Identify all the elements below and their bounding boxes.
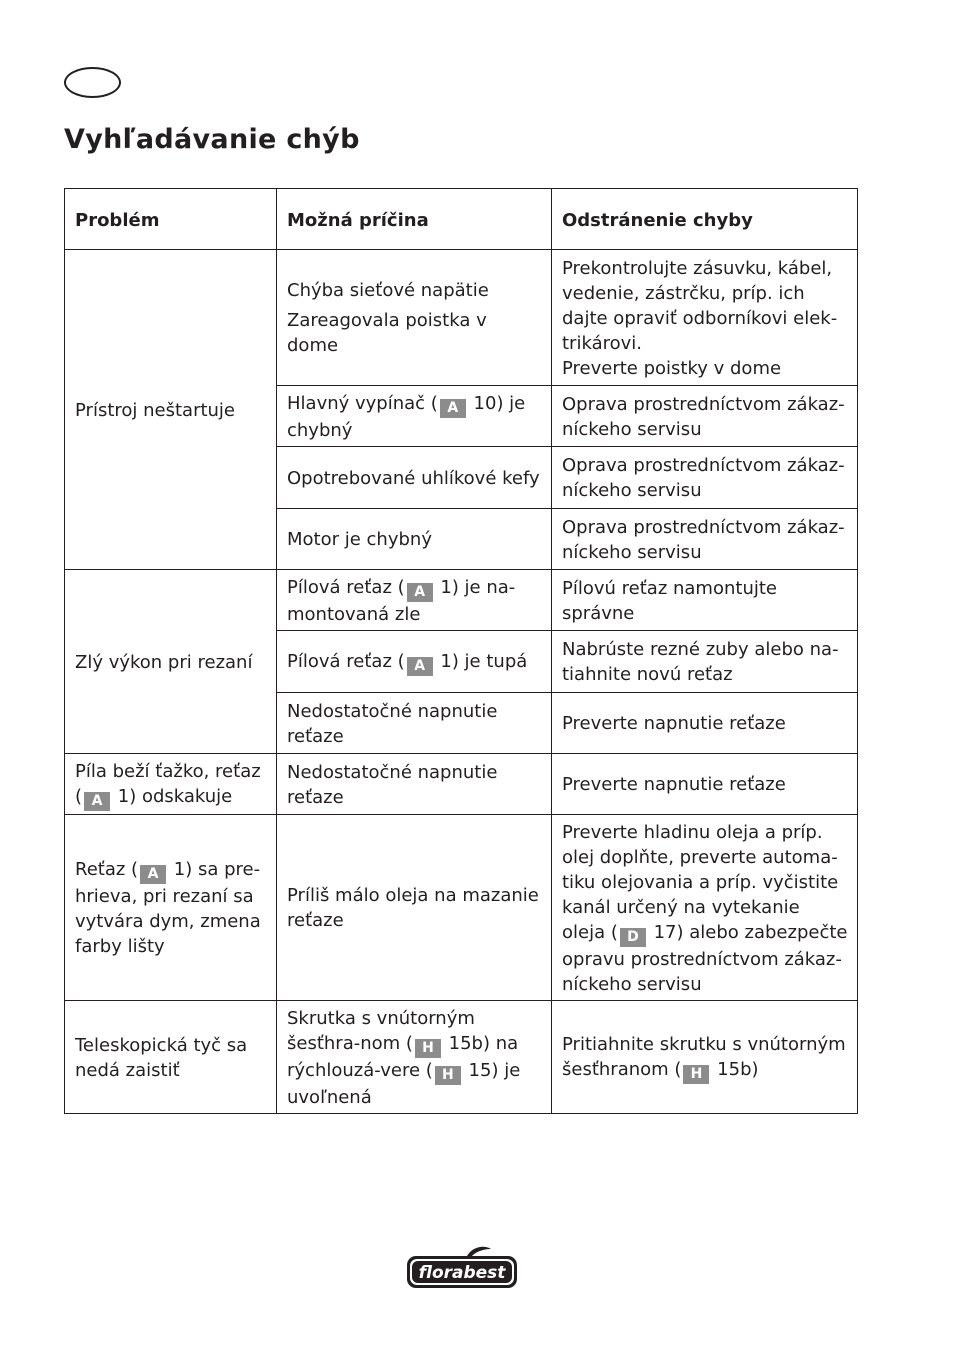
- cause-line: Chýba sieťové napätie: [287, 280, 489, 301]
- table-row: [65, 815, 858, 1001]
- problem-cell: Zlý výkon pri rezaní: [65, 570, 277, 754]
- figure-ref-badge: D: [620, 928, 646, 947]
- fix-text: Pritiahnite skrutku s vnútorným šesťhranom (: [562, 1033, 846, 1080]
- fix-cell: [552, 815, 858, 1001]
- header-cause: Možná príčina: [277, 189, 552, 250]
- florabest-logo: [405, 1244, 519, 1290]
- cause-cell: Príliš málo oleja na mazanie reťaze: [277, 815, 552, 1001]
- cause-text: 1) je na-montovaná zle: [287, 576, 516, 625]
- problem-text: Píla beží ťažko, reťaz (: [75, 760, 261, 807]
- table-row: [65, 250, 858, 386]
- header-problem: Problém: [65, 189, 277, 250]
- problem-cell: Teleskopická tyč sa nedá zaistiť: [65, 1001, 277, 1114]
- cause-text: Pílová reťaz (: [287, 650, 405, 672]
- cause-text: 10) je chybný: [287, 392, 526, 441]
- cause-text: 15b) na rýchlouzá-vere (: [287, 1032, 519, 1081]
- language-badge: [64, 67, 121, 98]
- table-row: [65, 1001, 858, 1114]
- header-fix: Odstránenie chyby: [552, 189, 858, 250]
- cause-cell: [277, 631, 552, 693]
- fix-text: 17) alebo zabezpečte opravu prostredníctvom zákaz-níckeho servisu: [562, 921, 848, 995]
- figure-ref-badge: A: [407, 657, 433, 676]
- table-header-row: [65, 189, 858, 250]
- logo-text: florabest: [418, 1263, 506, 1283]
- cause-line: Zareagovala poistka v dome: [287, 310, 487, 356]
- cause-text: Skrutka s vnútorným šesťhra-nom (: [287, 1007, 475, 1054]
- cause-text: Hlavný vypínač (: [287, 392, 438, 414]
- fix-cell: Nabrúste rezné zuby alebo na-tiahnite novú reťaz: [552, 631, 858, 693]
- logo-leaf-icon: [467, 1247, 491, 1257]
- cause-cell: Motor je chybný: [277, 509, 552, 570]
- figure-ref-badge: A: [84, 792, 110, 811]
- problem-cell: Prístroj neštartuje: [65, 250, 277, 570]
- fix-cell: [552, 250, 858, 386]
- problem-text: 1) sa pre-hrieva, pri rezaní sa vytvára dym, zmena farby lišty: [75, 859, 261, 957]
- figure-ref-badge: A: [140, 865, 166, 884]
- cause-cell: [277, 1001, 552, 1114]
- figure-ref-badge: H: [683, 1065, 709, 1084]
- fix-cell: Preverte napnutie reťaze: [552, 693, 858, 754]
- fix-cell: Oprava prostredníctvom zákaz-níckeho servisu: [552, 447, 858, 509]
- problem-text: 1) odskakuje: [112, 785, 233, 807]
- troubleshooting-table: [64, 188, 858, 1114]
- figure-ref-badge: H: [415, 1039, 441, 1058]
- cause-text: Pílová reťaz (: [287, 576, 405, 598]
- fix-cell: [552, 1001, 858, 1114]
- cause-cell: Nedostatočné napnutie reťaze: [277, 754, 552, 815]
- cause-cell: [277, 250, 552, 386]
- logo-graphic: [405, 1244, 519, 1290]
- cause-cell: Nedostatočné napnutie reťaze: [277, 693, 552, 754]
- figure-ref-badge: A: [440, 399, 466, 418]
- problem-cell: [65, 815, 277, 1001]
- cause-text: 1) je tupá: [434, 650, 528, 672]
- table-row: [65, 570, 858, 631]
- fix-line: Preverte poistky v dome: [562, 357, 782, 379]
- fix-cell: Preverte napnutie reťaze: [552, 754, 858, 815]
- fix-cell: Oprava prostredníctvom zákaz-níckeho servisu: [552, 386, 858, 447]
- cause-cell: Opotrebované uhlíkové kefy: [277, 447, 552, 509]
- fix-text: Preverte hladinu oleja a príp. olej doplňte, preverte automa-tiku olejovania a príp. vyčistite kanál určený na vytekanie oleja (: [562, 821, 839, 943]
- problem-text: Reťaz (: [75, 859, 139, 880]
- figure-ref-badge: H: [435, 1066, 461, 1085]
- cause-text: 15) je uvoľnená: [287, 1059, 521, 1108]
- problem-cell: [65, 754, 277, 815]
- fix-text: 15b): [711, 1058, 759, 1080]
- page-title: Vyhľadávanie chýb: [64, 124, 360, 155]
- fix-line: Prekontrolujte zásuvku, kábel, vedenie, zástrčku, príp. ich dajte opraviť odborníkovi elek-trikárovi.: [562, 257, 838, 354]
- cause-cell: [277, 570, 552, 631]
- fix-cell: Oprava prostredníctvom zákaz-níckeho servisu: [552, 509, 858, 570]
- fix-cell: Pílovú reťaz namontujte správne: [552, 570, 858, 631]
- table-row: [65, 754, 858, 815]
- cause-cell: [277, 386, 552, 447]
- figure-ref-badge: A: [407, 583, 433, 602]
